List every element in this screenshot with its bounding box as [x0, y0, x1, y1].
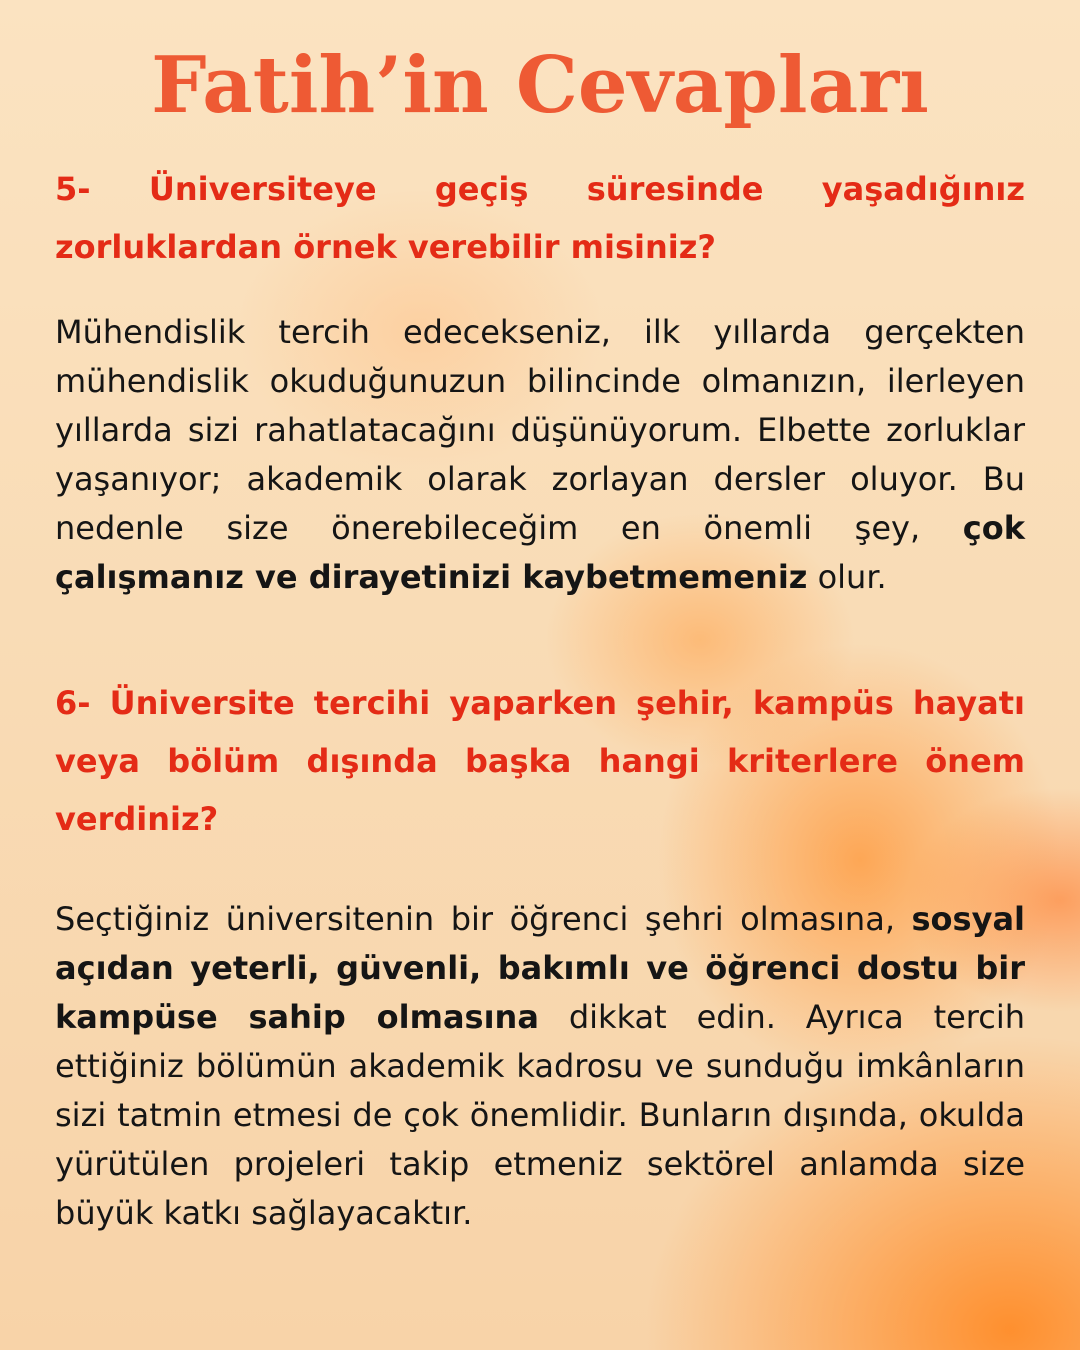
- answer-5: [55, 308, 1025, 602]
- answer-6-text: Seçtiğiniz üniversitenin bir öğrenci şehri olmasına,: [55, 900, 895, 938]
- question-5: 5- Üniversiteye geçiş süresinde yaşadığınız zorluklardan örnek verebilir misiniz?: [55, 170, 1025, 266]
- answer-6: [55, 895, 1025, 1238]
- question-6: 6- Üniversite tercihi yaparken şehir, kampüs hayatı veya bölüm dışında başka hangi kriterlere önem verdiniz?: [55, 684, 1025, 838]
- answer-6-highlight: sosyal açıdan yeterli, güvenli, bakımlı ve öğrenci dostu bir kampüse sahip olmasına: [55, 900, 1025, 1036]
- answer-6-ending: dikkat edin. Ayrıca tercih ettiğiniz bölümün akademik kadrosu ve sunduğu imkânların sizi tatmin etmesi de çok önemlidir. Bunların dışında, okulda yürütülen projeleri takip etmeniz sektörel anlamda size büyük katkı sağlayacaktır.: [55, 998, 1026, 1232]
- page-title: Fatih’in Cevapları: [151, 40, 929, 131]
- answer-5-highlight: çok çalışmanız ve dirayetinizi kaybetmemeniz: [55, 509, 1026, 596]
- answer-5-text: Mühendislik tercih edecekseniz, ilk yıllarda gerçekten mühendislik okuduğunuzun bilincinde olmanızın, ilerleyen yıllarda sizi rahatlatacağını düşünüyorum. Elbette zorluklar yaşanıyor; akademik olarak zorlayan dersler oluyor. Bu nedenle size önerebileceğim en önemli şey,: [55, 313, 1025, 547]
- answer-5-ending: olur.: [817, 558, 887, 596]
